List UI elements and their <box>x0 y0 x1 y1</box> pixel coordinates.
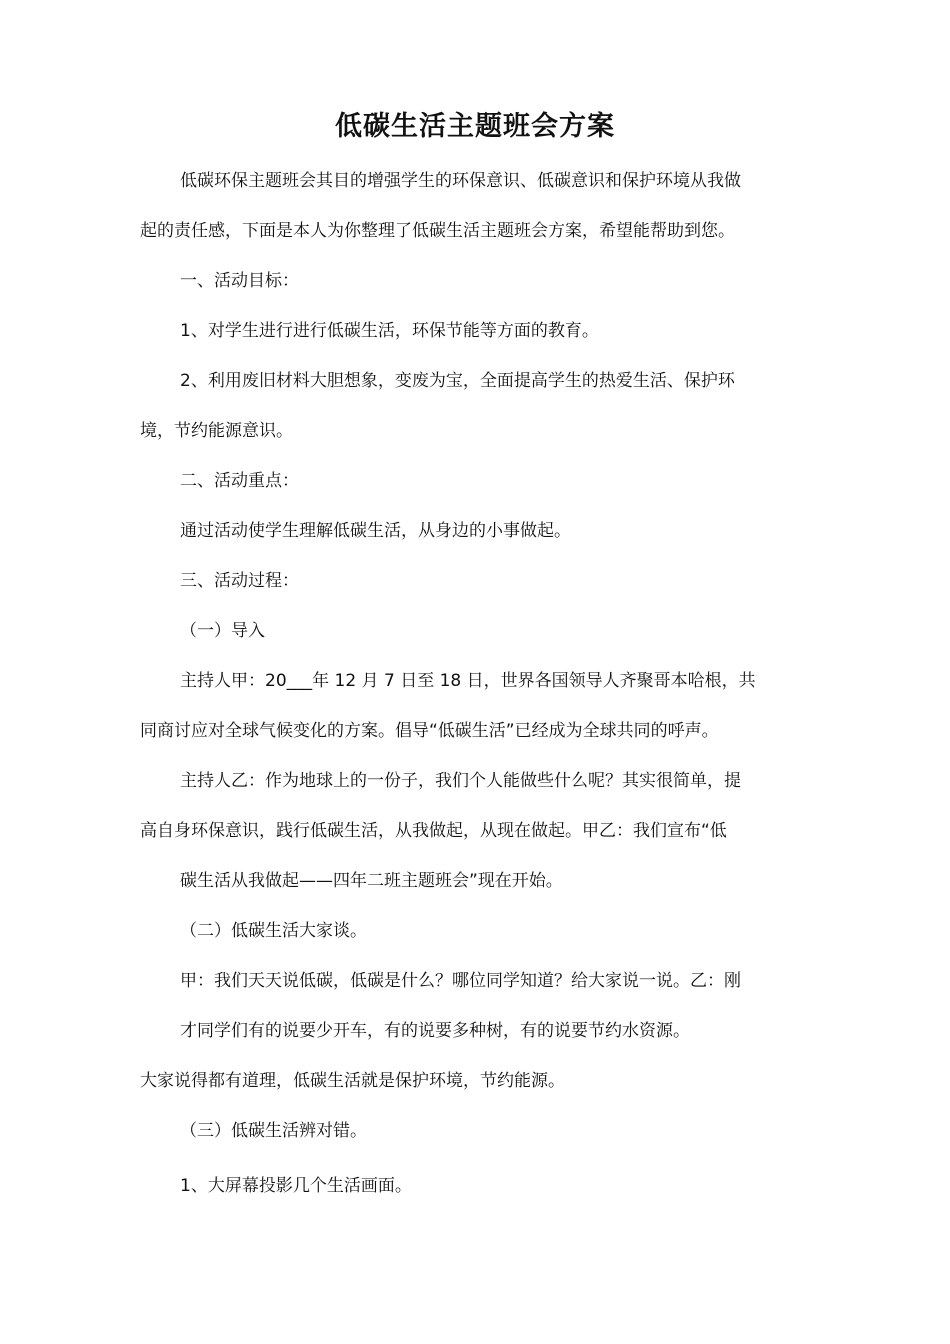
subsection-heading: （一）导入 <box>180 621 265 641</box>
paragraph-line: 同商讨应对全球气候变化的方案。倡导“低碳生活”已经成为全球共同的呼声。 <box>140 721 719 741</box>
paragraph-line: 低碳环保主题班会其目的增强学生的环保意识、低碳意识和保护环境从我做 <box>180 171 741 191</box>
paragraph-line: 大家说得都有道理，低碳生活就是保护环境，节约能源。 <box>140 1071 565 1091</box>
paragraph-line: 境，节约能源意识。 <box>140 421 293 441</box>
paragraph-line: 主持人乙：作为地球上的一份子，我们个人能做些什么呢？其实很简单，提 <box>180 771 741 791</box>
paragraph-line: 碳生活从我做起——四年二班主题班会”现在开始。 <box>180 871 563 891</box>
paragraph-line: 1、对学生进行进行低碳生活，环保节能等方面的教育。 <box>180 321 599 341</box>
section-heading: 三、活动过程： <box>180 571 299 591</box>
paragraph-line: 起的责任感，下面是本人为你整理了低碳生活主题班会方案，希望能帮助到您。 <box>140 221 735 241</box>
paragraph-line: 才同学们有的说要少开车，有的说要多种树，有的说要节约水资源。 <box>180 1021 690 1041</box>
section-heading: 一、活动目标： <box>180 271 299 291</box>
paragraph-line: 2、利用废旧材料大胆想象，变废为宝，全面提高学生的热爱生活、保护环 <box>180 371 735 391</box>
paragraph-line: 1、大屏幕投影几个生活画面。 <box>180 1176 412 1196</box>
document-title: 低碳生活主题班会方案 <box>335 111 615 142</box>
paragraph-line: 主持人甲：20___年 12 月 7 日至 18 日，世界各国领导人齐聚哥本哈根，共 <box>180 671 756 691</box>
paragraph-line: 高自身环保意识，践行低碳生活，从我做起，从现在做起。甲乙：我们宣布“低 <box>140 821 727 841</box>
paragraph-line: 甲：我们天天说低碳，低碳是什么？哪位同学知道？给大家说一说。乙：刚 <box>180 971 741 991</box>
subsection-heading: （三）低碳生活辨对错。 <box>180 1121 367 1141</box>
section-heading: 二、活动重点： <box>180 471 299 491</box>
subsection-heading: （二）低碳生活大家谈。 <box>180 921 367 941</box>
paragraph-line: 通过活动使学生理解低碳生活，从身边的小事做起。 <box>180 521 571 541</box>
